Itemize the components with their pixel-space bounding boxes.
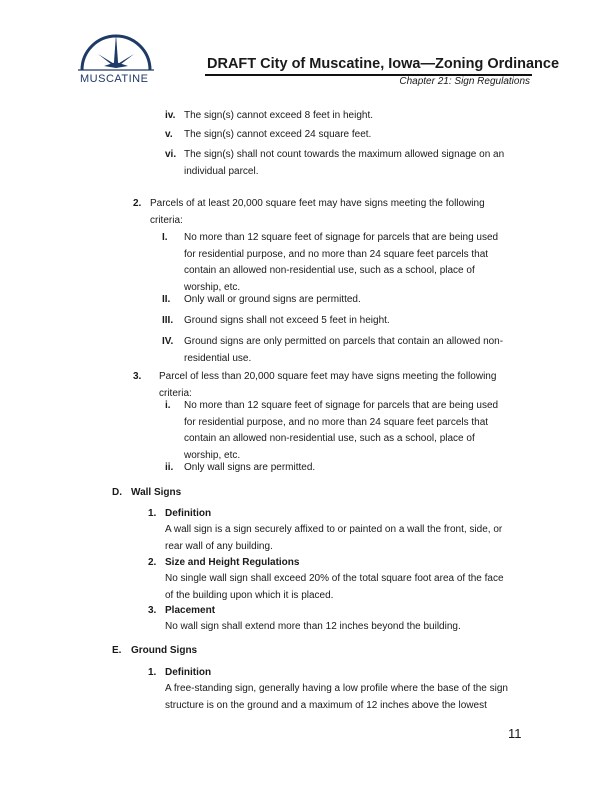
section-heading: Size and Height Regulations xyxy=(165,557,300,568)
chapter-subtitle: Chapter 21: Sign Regulations xyxy=(399,76,530,87)
paragraph-line: The sign(s) shall not count towards the maximum allowed signage on an xyxy=(184,149,505,160)
list-label: III. xyxy=(162,315,174,326)
muscatine-logo xyxy=(76,32,156,72)
paragraph-line: Parcels of at least 20,000 square feet may have signs meeting the following xyxy=(150,198,485,209)
section-heading: Placement xyxy=(165,605,216,616)
paragraph-line: worship, etc. xyxy=(184,281,241,293)
paragraph-line: structure is on the ground and a maximum of 12 inches above the lowest xyxy=(165,699,487,711)
paragraph-line: for residential purpose, and no more than 24 square feet parcels that xyxy=(184,248,489,260)
paragraph-line: criteria: xyxy=(150,214,183,226)
paragraph-line: contain an allowed non-residential use, such as a school, place of xyxy=(184,265,475,276)
paragraph-line: criteria: xyxy=(159,387,192,399)
list-label: 1. xyxy=(148,667,157,678)
paragraph-line: No wall sign shall extend more than 12 inches beyond the building. xyxy=(165,621,461,632)
list-label: iv. xyxy=(165,110,176,121)
paragraph-line: individual parcel. xyxy=(184,165,259,177)
paragraph-line: Only wall or ground signs are permitted. xyxy=(184,294,361,305)
paragraph-line: Parcel of less than 20,000 square feet may have signs meeting the following xyxy=(159,371,497,382)
paragraph-line: of the building upon which it is placed. xyxy=(165,589,334,601)
paragraph-line: A free-standing sign, generally having a low profile where the base of the sign xyxy=(165,683,508,694)
paragraph-line: rear wall of any building. xyxy=(165,540,273,552)
list-label: 3. xyxy=(148,605,157,616)
list-label: E. xyxy=(112,645,122,656)
paragraph-line: The sign(s) cannot exceed 8 feet in height. xyxy=(184,110,374,121)
list-label: i. xyxy=(165,400,171,411)
list-label: IV. xyxy=(162,336,174,347)
paragraph-line: residential use. xyxy=(184,352,252,364)
document-title: DRAFT City of Muscatine, Iowa—Zoning Ordinance xyxy=(207,56,560,72)
list-label: D. xyxy=(112,487,122,498)
paragraph-line: Ground signs are only permitted on parcels that contain an allowed non- xyxy=(184,336,504,347)
paragraph-line: for residential purpose, and no more than 24 square feet parcels that xyxy=(184,416,489,428)
list-label: v. xyxy=(165,129,173,140)
paragraph-line: A wall sign is a sign securely affixed to or painted on a wall the front, side, or xyxy=(165,524,503,535)
list-label: II. xyxy=(162,294,171,305)
section-heading: Definition xyxy=(165,508,212,519)
section-heading: Ground Signs xyxy=(131,645,198,656)
paragraph-line: No single wall sign shall exceed 20% of the total square foot area of the face xyxy=(165,573,504,584)
paragraph-line: Ground signs shall not exceed 5 feet in height. xyxy=(184,315,390,326)
page-number: 11 xyxy=(508,726,522,741)
paragraph-line: Only wall signs are permitted. xyxy=(184,462,316,473)
list-label: 1. xyxy=(148,508,157,519)
list-label: vi. xyxy=(165,149,177,160)
paragraph-line: The sign(s) cannot exceed 24 square feet. xyxy=(184,129,372,140)
paragraph-line: No more than 12 square feet of signage for parcels that are being used xyxy=(184,232,499,243)
list-label: I. xyxy=(162,232,168,243)
list-label: 2. xyxy=(133,198,142,209)
list-label: 2. xyxy=(148,557,157,568)
paragraph-line: worship, etc. xyxy=(184,449,241,461)
section-heading: Definition xyxy=(165,667,212,678)
logo-text: MUSCATINE xyxy=(80,73,149,85)
list-label: 3. xyxy=(133,371,142,382)
paragraph-line: contain an allowed non-residential use, such as a school, place of xyxy=(184,433,475,444)
paragraph-line: No more than 12 square feet of signage for parcels that are being used xyxy=(184,400,499,411)
list-label: ii. xyxy=(165,462,174,473)
section-heading: Wall Signs xyxy=(131,487,182,498)
